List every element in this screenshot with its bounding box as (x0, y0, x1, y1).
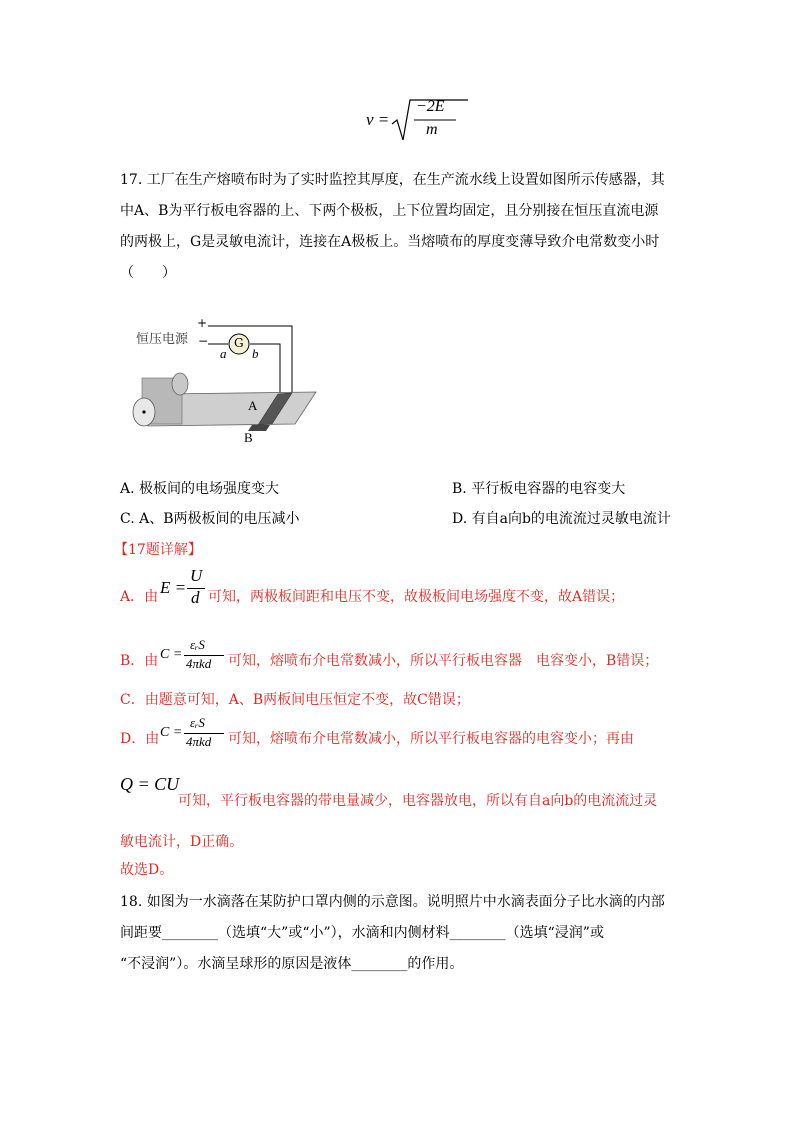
q17-line-1: 17. 工厂在生产熔喷布时为了实时监控其厚度，在生产流水线上设置如图所示传感器，其 (120, 172, 665, 188)
q17-line-3: 的两极上，G是灵敏电流计，连接在A极板上。当熔喷布的厚度变薄导致介电常数变小时 (120, 234, 660, 250)
node-a-label: a (220, 346, 227, 361)
option-c: C. A、B两极板间的电压减小 (120, 511, 300, 527)
power-label: 恒压电源 (136, 332, 189, 347)
detail-q-formula: Q = CU (120, 774, 180, 794)
top-formula (366, 98, 476, 144)
detail-b-post: 可知，熔喷布介电常数减小，所以平行板电容器 电容变小，B错误； (228, 653, 659, 669)
detail-q-post: 可知，平行板电容器的带电量减少，电容器放电，所以有自a向b的电流流过灵 (178, 793, 658, 809)
q18-line-3: “不浸润”）。水滴呈球形的原因是液体________的作用。 (120, 956, 464, 972)
q17-line-2: 中A、B为平行板电容器的上、下两个极板，上下位置均固定，且分别接在恒压直流电源 (120, 203, 659, 219)
detail-a-lhs: E = (160, 578, 187, 597)
formula-lhs: v = (366, 110, 390, 129)
formula-num: −2E (416, 98, 445, 115)
option-d: D. 有自a向b的电流流过灵敏电流计 (452, 511, 671, 527)
galvanometer-label: G (234, 336, 244, 350)
detail-d-den: 4πkd (186, 734, 212, 749)
detail-b-pre: B．由 (120, 653, 159, 669)
plus-sign: + (197, 316, 208, 330)
q17-figure (120, 312, 330, 447)
detail-a-den: d (191, 588, 200, 607)
q18-line-1: 18. 如图为一水滴落在某防护口罩内侧的示意图。说明照片中水滴表面分子比水滴的内部 (120, 894, 665, 910)
detail-d-num: εᵣS (190, 715, 205, 730)
q18-line-2: 间距要________（选填“大”或“小”），水滴和内侧材料________（选填“浸润”或 (120, 925, 604, 941)
detail-d-post: 可知，熔喷布介电常数减小，所以平行板电容器的电容变小；再由 (228, 731, 634, 747)
detail-heading: 【17题详解】 (114, 542, 202, 558)
detail-answer: 故选D。 (120, 862, 174, 878)
plate-b-label: B (244, 430, 253, 445)
detail-q-post2: 敏电流计，D正确。 (120, 834, 244, 850)
detail-d-pre: D．由 (120, 731, 160, 747)
q17-line-4: （ ） (120, 265, 176, 281)
detail-c: C．由题意可知，A、B两板间电压恒定不变，故C错误； (120, 692, 470, 708)
detail-b-lhs: C = (160, 647, 183, 662)
plate-a-label: A (248, 398, 258, 413)
option-a: A. 极板间的电场强度变大 (120, 481, 280, 497)
detail-a-post: 可知，两极板间距和电压不变，故极板间电场强度不变，故A错误； (208, 589, 625, 605)
detail-a-num: U (190, 566, 203, 585)
minus-sign: − (198, 334, 209, 348)
detail-d-lhs: C = (160, 725, 183, 740)
detail-b-num: εᵣS (190, 637, 205, 652)
detail-b-den: 4πkd (186, 656, 212, 671)
option-b: B. 平行板电容器的电容变大 (452, 481, 626, 497)
detail-a-pre: A．由 (120, 589, 159, 605)
formula-den: m (426, 121, 438, 138)
node-b-label: b (252, 346, 259, 361)
